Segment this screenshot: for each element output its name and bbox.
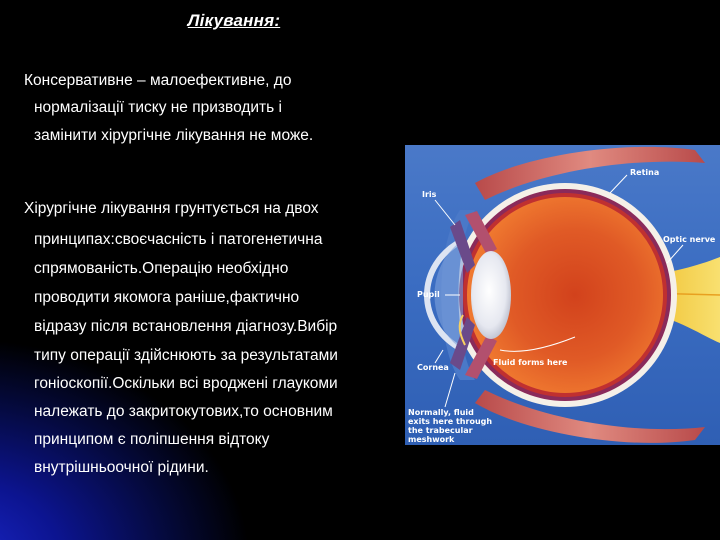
eye-anatomy-illustration: [405, 145, 720, 445]
label-meshwork-line3: the trabecular: [408, 426, 473, 435]
text-line: відразу після встановлення діагнозу.Вибір: [34, 318, 338, 335]
label-optic-nerve: Optic nerve: [663, 235, 716, 244]
text-line: типу операції здійснюють за результатами: [34, 347, 338, 364]
slide-title: Лікування:: [187, 11, 281, 30]
eye-anatomy-diagram: [405, 145, 720, 445]
label-pupil: Pupil: [417, 290, 440, 299]
label-meshwork-line2: exits here through: [408, 417, 493, 426]
label-iris: Iris: [422, 190, 437, 199]
label-cornea: Cornea: [417, 363, 449, 372]
text-line: принципах:своєчасність і патогенетична: [34, 231, 323, 248]
text-line: проводити якомога раніше,фактично: [34, 289, 300, 306]
text-line: гоніоскопії.Оскільки всі вроджені глаукоми: [34, 375, 338, 392]
text-line: принципом є поліпшення відтоку: [34, 431, 270, 448]
text-line: Консервативне – малоефективне, до: [24, 72, 292, 89]
label-fluid-forms: Fluid forms here: [493, 358, 568, 367]
text-line: замінити хірургічне лікування не може.: [34, 127, 314, 144]
text-line: належать до закритокутових,то основним: [34, 403, 333, 420]
text-line: внутрішньоочної рідини.: [34, 459, 209, 476]
lens: [471, 251, 511, 339]
text-line: Хірургічне лікування грунтується на двох: [24, 200, 319, 217]
label-meshwork-line1: Normally, fluid: [408, 408, 474, 417]
label-retina: Retina: [630, 168, 660, 177]
label-meshwork-line4: meshwork: [408, 435, 455, 444]
text-line: нормалізації тиску не призводить і: [34, 99, 282, 116]
text-line: спрямованість.Операцію необхідно: [34, 260, 289, 277]
